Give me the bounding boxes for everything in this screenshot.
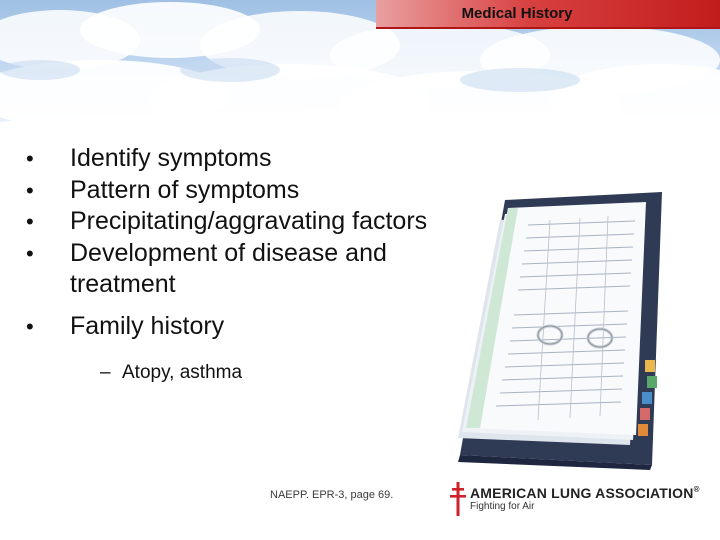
bullet-symbol: • [26, 240, 34, 266]
bullet-symbol: • [26, 146, 34, 171]
sub-bullet-text: Atopy, asthma [122, 362, 243, 383]
sub-bullet-item [26, 360, 486, 386]
title-banner [376, 0, 720, 29]
citation: NAEPP. EPR-3, page 69. [270, 489, 394, 501]
registered-mark: ® [693, 485, 700, 494]
organization-logo [450, 480, 710, 520]
bullet-text: Pattern of symptoms [70, 175, 300, 204]
bullet-item [26, 238, 430, 301]
bullet-item [26, 175, 486, 207]
bullet-text: Precipitating/aggravating factors [70, 207, 428, 235]
sub-bullet-symbol: – [100, 362, 111, 383]
bullet-symbol: • [26, 313, 34, 339]
logo-name-text: AMERICAN LUNG ASSOCIATION [470, 485, 694, 501]
logo-tagline: Fighting for Air [470, 501, 535, 512]
bullet-text: Development of disease and treatment [70, 238, 387, 298]
bullet-text: Family history [70, 311, 225, 340]
bullet-symbol: • [26, 177, 34, 203]
bullet-list [26, 143, 486, 386]
bullet-text: Identify symptoms [70, 144, 272, 172]
bullet-item [26, 143, 486, 175]
lorraine-cross-icon [450, 482, 466, 516]
slide-title: Medical History [461, 5, 573, 22]
bullet-item [26, 206, 486, 238]
bullet-symbol: • [26, 209, 34, 234]
bullet-item [26, 311, 486, 343]
logo-name [470, 485, 700, 501]
medical-binder-illustration [430, 180, 670, 470]
